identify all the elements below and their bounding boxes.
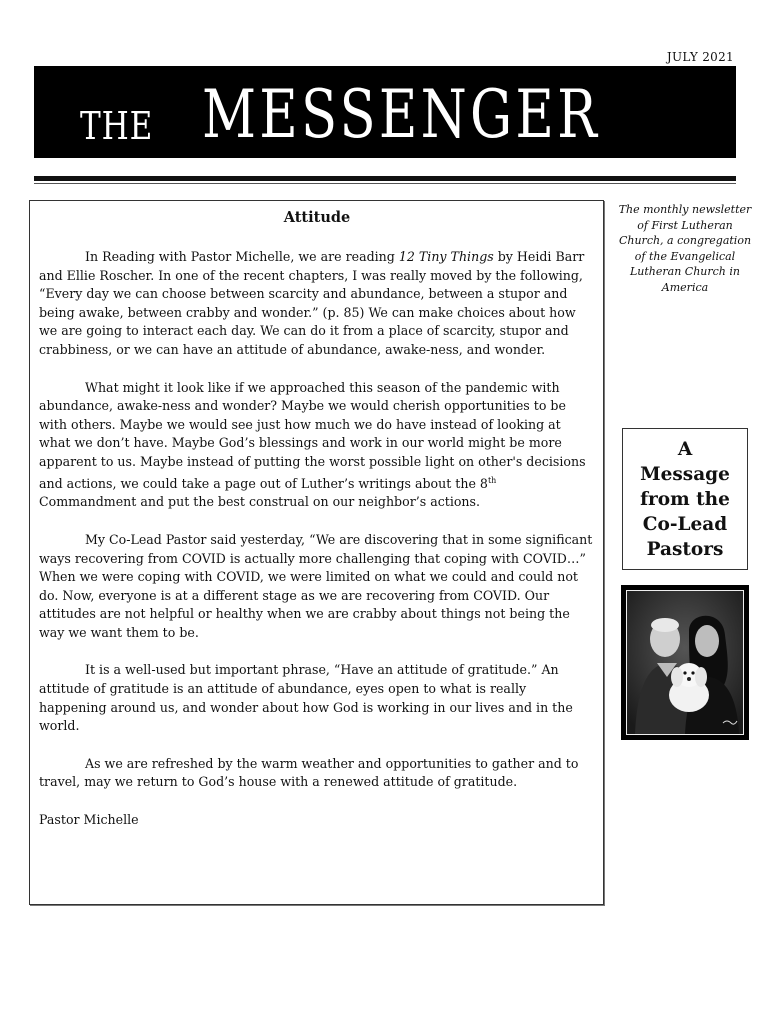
masthead-the: THE xyxy=(80,104,154,148)
pastors-photo-icon xyxy=(627,591,743,734)
article-paragraph-1 xyxy=(39,248,595,360)
p2-text-a: What might it look like if we approached this season of the pandemic with abundance, awake-ness and wonder? Maybe we would cherish opportunities to be with others. Maybe we would see just how much we do have instead of looking at what we don’t have. Maybe God’s blessings and work in our world might be more apparent to us. Maybe instead of putting the worst possible light on other's decisions and actions, we could take a page out of Luther’s writings about the 8 xyxy=(39,379,586,491)
message-line-4: Co-Lead xyxy=(642,514,728,535)
p1-text-a: In Reading with Pastor Michelle, we are reading xyxy=(85,249,399,264)
photo-frame xyxy=(626,590,744,735)
article-paragraph-2 xyxy=(39,379,595,512)
message-line-1: A xyxy=(677,439,693,460)
pastors-photo xyxy=(621,585,749,740)
article-title: Attitude xyxy=(283,209,351,226)
message-line-5: Pastors xyxy=(646,539,724,560)
article-paragraph-3: My Co-Lead Pastor said yesterday, “We are discovering that in some significant ways recovering from COVID is actually more challenging that coping with COVID…” When we were coping with COVID, we were limited on what we could and could not do. Now, everyone is at a different stage as we are recovering from COVID. Our attitudes are not helpful or healthy when we are crabby about things not being the way we want them to be. xyxy=(39,531,593,640)
article-signature: Pastor Michelle xyxy=(39,812,139,828)
p2-text-b: Commandment and put the best construal on our neighbor’s actions. xyxy=(39,494,481,510)
p2-superscript: th xyxy=(487,475,497,485)
article-paragraph-4: It is a well-used but important phrase, “Have an attitude of gratitude.” An attitude of gratitude is an attitude of abundance, eyes open to what is really happening around us, and wonder about how God is working in our lives and in the world. xyxy=(39,662,573,734)
masthead-title: MESSENGER xyxy=(202,76,601,153)
book-title: 12 Tiny Things xyxy=(398,249,494,264)
message-line-2: Message xyxy=(640,464,730,485)
article-box xyxy=(29,200,604,905)
p1-text-b: by Heidi Barr and Ellie Roscher. In one of the recent chapters, I was really moved by the following, “Every day we can choose between scarcity and abundance, between a stupor and being awake, between crabby and wonder.” (p. 85) We can make choices about how we are going to interact each day. We can do it from a place of scarcity, stupor and crabbiness, or we can have an attitude of abundance, awake-ness, and wonder. xyxy=(39,249,585,357)
header-rule xyxy=(34,176,736,181)
message-callout xyxy=(622,428,748,570)
issue-date: JULY 2021 xyxy=(666,50,734,64)
article-paragraph-5: As we are refreshed by the warm weather and opportunities to gather and to travel, may we return to God’s house with a renewed attitude of gratitude. xyxy=(39,755,579,790)
header-rule-thin xyxy=(34,183,736,184)
masthead xyxy=(34,66,736,158)
message-line-3: from the xyxy=(640,489,730,510)
newsletter-description: The monthly newsletter of First Lutheran Church, a congregation of the Evangelical Lutheran Church in America xyxy=(618,203,752,294)
